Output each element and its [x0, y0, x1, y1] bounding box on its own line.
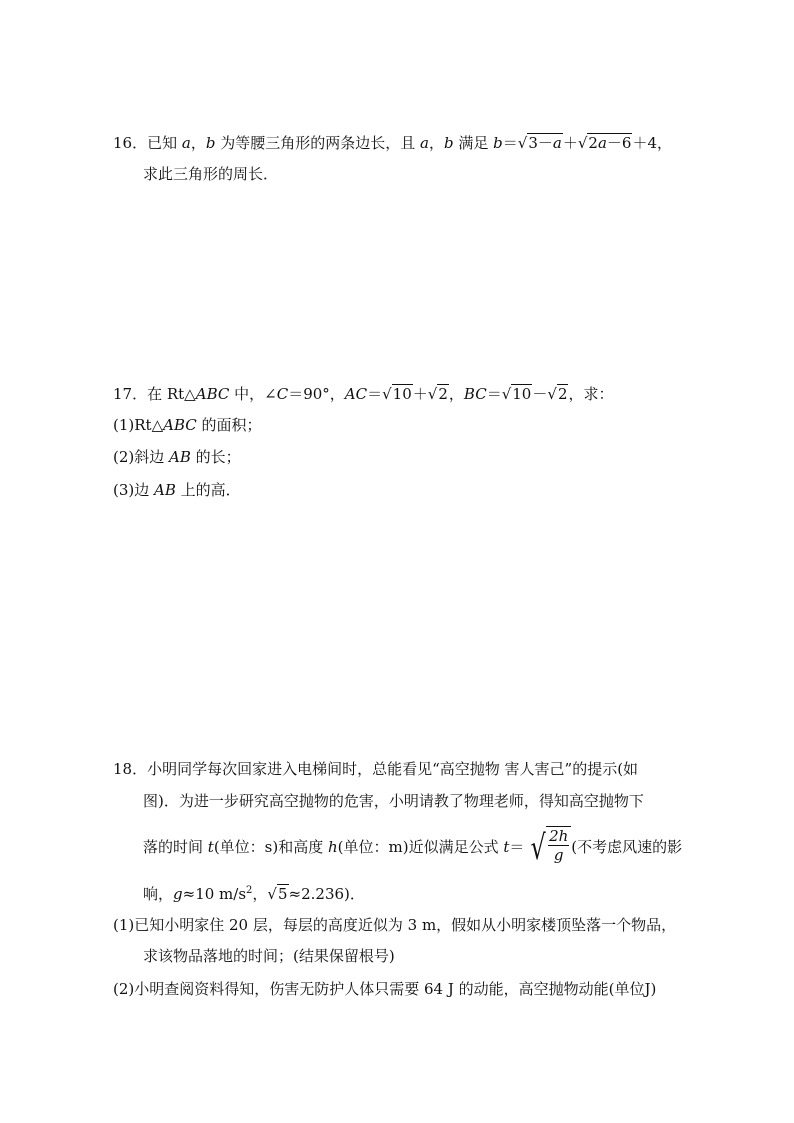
question-18-line-3: 落的时间 t(单位：s)和高度 h(单位：m)近似满足公式 t＝ √ $\frac{2h}{g}$ (不考虑风速的影	[143, 827, 683, 868]
question-18-line-1: 18．小明同学每次回家进入电梯间时，总能看见“高空抛物 害人害己”的提示(如	[113, 760, 639, 778]
formula-sqrt-fraction: √ $\frac{2h}{g}$	[524, 826, 571, 870]
sqrt-expression: √2	[427, 385, 448, 403]
question-18-part-1-line-1: (1)已知小明家住 20 层，每层的高度近似为 3 m，假如从小明家楼顶坠落一个物品，	[113, 916, 677, 934]
sqrt-expression: √5	[267, 885, 288, 903]
question-number: 18．	[113, 760, 148, 778]
question-17-line-1: 17．在 Rt△ABC 中，∠C＝90°，AC＝√10＋√2，BC＝√10－√2，求：	[113, 385, 614, 403]
question-18-line-4: 响，g≈10 $m/s^2$，√5≈2.236)．	[143, 885, 365, 903]
question-18-part-2-line-1: (2)小明查阅资料得知，伤害无防护人体只需要 64 J 的动能，高空抛物动能(单位J)	[113, 980, 657, 998]
question-17-part-2: (2)斜边 AB 的长；	[113, 448, 241, 466]
question-16-line-1: 16．已知 a，b 为等腰三角形的两条边长，且 a，b 满足 b＝√3－a＋√2a－6＋4，	[113, 134, 672, 152]
question-number: 16．	[113, 134, 148, 152]
sqrt-expression: √10	[382, 385, 412, 403]
sqrt-expression: √2	[547, 385, 568, 403]
question-17-part-1: (1)Rt△ABC 的面积；	[113, 416, 262, 434]
sqrt-expression: √3－a	[517, 134, 562, 152]
sqrt-expression: √2a－6	[577, 134, 632, 152]
question-17-part-3: (3)边 AB 上的高．	[113, 481, 241, 499]
question-18-line-2: 图)．为进一步研究高空抛物的危害，小明请教了物理老师，得知高空抛物下	[143, 792, 644, 810]
question-number: 17．	[113, 385, 148, 403]
question-16-line-2: 求此三角形的周长．	[143, 165, 279, 183]
question-18-part-1-line-2: 求该物品落地的时间；(结果保留根号)	[143, 947, 395, 965]
sqrt-expression: √10	[501, 385, 532, 403]
